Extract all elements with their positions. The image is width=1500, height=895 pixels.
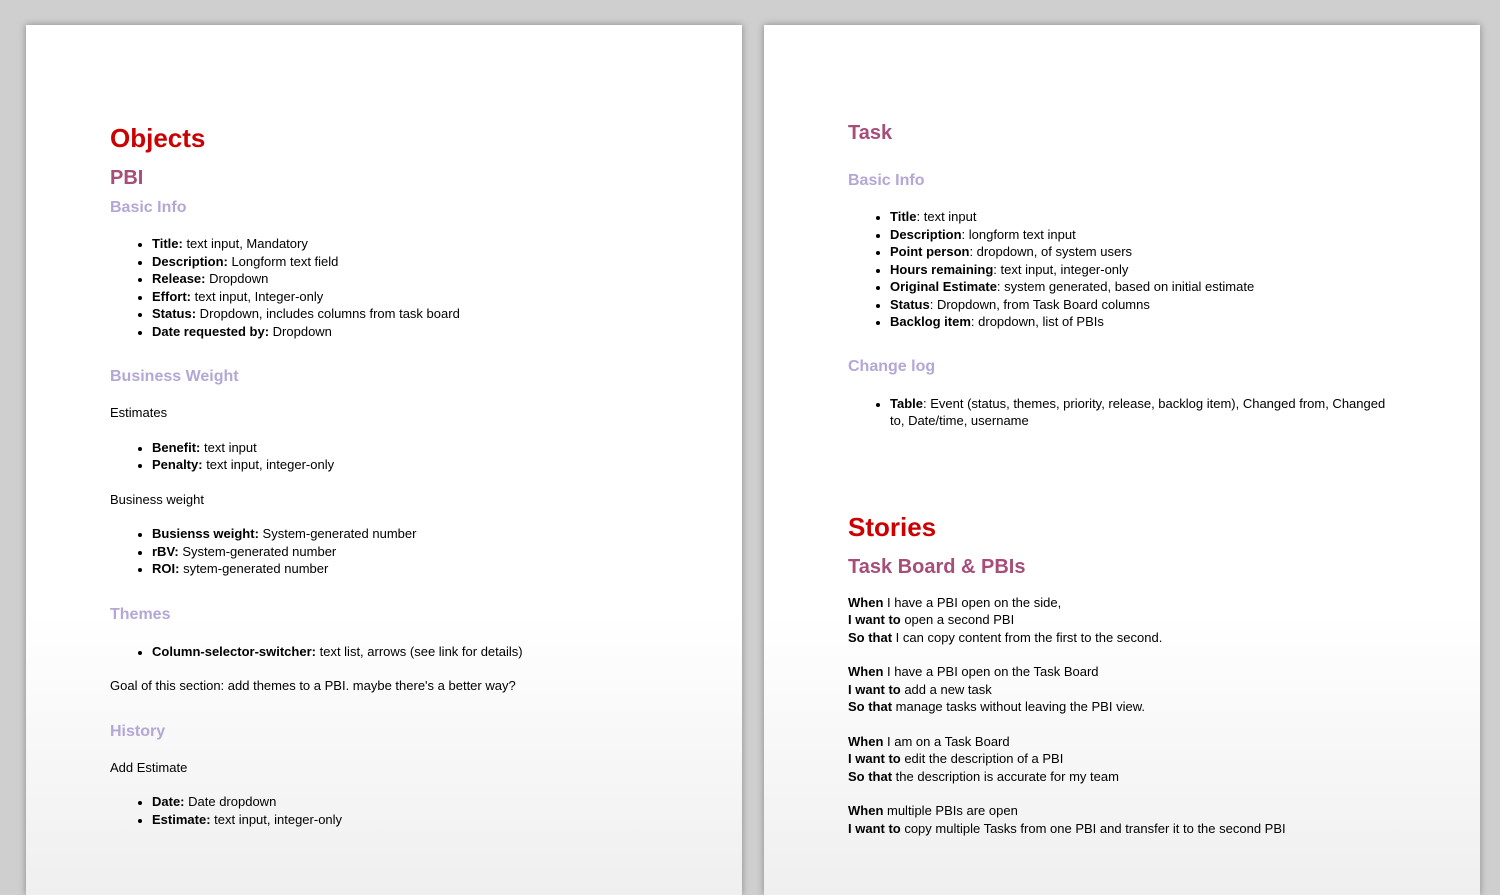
story-when: When multiple PBIs are open xyxy=(848,803,1018,818)
list-item: • Original Estimate: system generated, based on initial estimate xyxy=(890,278,1396,296)
list-item: • Title: text input xyxy=(890,208,1396,226)
story-so-that: So that manage tasks without leaving the PBI view. xyxy=(848,699,1145,714)
list-item: • Backlog item: dropdown, list of PBIs xyxy=(890,313,1396,331)
story-want: I want to open a second PBI xyxy=(848,612,1015,627)
heading-change-log: Change log xyxy=(848,357,936,375)
history-list xyxy=(110,793,658,828)
list-item: • Benefit: text input xyxy=(152,439,658,457)
document-page-right xyxy=(764,25,1480,895)
list-item: • Busienss weight: System-generated number xyxy=(152,525,658,543)
story-so-that: So that the description is accurate for my team xyxy=(848,768,1119,784)
story-when: When I am on a Task Board xyxy=(848,733,1010,749)
story-want: I want to edit the description of a PBI xyxy=(848,751,1064,766)
list-item: • Title: text input, Mandatory xyxy=(152,235,658,253)
list-item: • Effort: text input, Integer-only xyxy=(152,288,658,306)
heading-history: History xyxy=(110,722,166,740)
document-page-left xyxy=(26,25,742,895)
heading-basic-info: Basic Info xyxy=(848,172,925,189)
list-item: • Release: Dropdown xyxy=(152,270,658,288)
business-weight-label: Business weight xyxy=(110,491,204,507)
story-when: When I have a PBI open on the Task Board xyxy=(848,664,1099,679)
list-item: • rBV: System-generated number xyxy=(152,543,658,561)
list-item: • Description: longform text input xyxy=(890,226,1396,244)
list-item: • Hours remaining: text input, integer-only xyxy=(890,261,1396,279)
list-item: • Table: Event (status, themes, priority, release, backlog item), Changed from, Changed to, Date/time, username xyxy=(890,395,1396,430)
heading-pbi: PBI xyxy=(110,167,144,189)
list-item: • Date: Date dropdown xyxy=(152,793,658,811)
basic-info-list xyxy=(110,235,658,340)
estimates-list xyxy=(110,439,658,474)
heading-basic-info: Basic Info xyxy=(110,199,187,216)
heading-stories: Stories xyxy=(848,511,937,542)
task-basic-info-list xyxy=(848,208,1396,331)
list-item: • Status: Dropdown, from Task Board columns xyxy=(890,296,1396,314)
heading-business-weight: Business Weight xyxy=(110,368,239,385)
heading-task: Task xyxy=(848,122,893,144)
heading-themes: Themes xyxy=(110,605,171,623)
story-want: I want to copy multiple Tasks from one PBI and transfer it to the second PBI xyxy=(848,820,1286,836)
story-block xyxy=(848,594,1396,647)
list-item: • Penalty: text input, integer-only xyxy=(152,456,658,474)
story-block xyxy=(848,802,1396,837)
business-weight-list xyxy=(110,525,658,578)
story-block xyxy=(848,663,1396,716)
story-when: When I have a PBI open on the side, xyxy=(848,594,1062,610)
list-item: • Estimate: text input, integer-only xyxy=(152,811,658,829)
list-item: • ROI: sytem-generated number xyxy=(152,560,658,578)
page-content xyxy=(110,121,658,828)
heading-task-board-pbis: Task Board & PBIs xyxy=(848,555,1026,578)
add-estimate-label: Add Estimate xyxy=(110,759,188,775)
story-so-that: So that I can copy content from the first to the second. xyxy=(848,629,1163,645)
list-item: • Column-selector-switcher: text list, arrows (see link for details) xyxy=(152,643,658,661)
page-content xyxy=(848,120,1396,837)
story-block xyxy=(848,733,1396,786)
list-item: • Date requested by: Dropdown xyxy=(152,323,658,341)
list-item: • Point person: dropdown, of system users xyxy=(890,243,1396,261)
heading-objects: Objects xyxy=(110,123,206,153)
themes-goal: Goal of this section: add themes to a PBI. maybe there's a better way? xyxy=(110,678,516,693)
story-want: I want to add a new task xyxy=(848,681,992,697)
estimates-label: Estimates xyxy=(110,405,168,420)
themes-list xyxy=(110,643,658,661)
list-item: • Status: Dropdown, includes columns from task board xyxy=(152,305,658,323)
change-log-list xyxy=(848,395,1396,430)
list-item: • Description: Longform text field xyxy=(152,253,658,271)
